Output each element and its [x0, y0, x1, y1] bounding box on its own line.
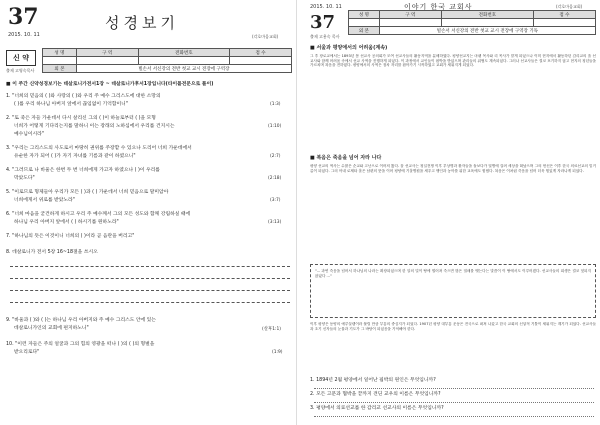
- author-label: 출제 고영숙목사: [6, 68, 35, 73]
- issue-number: 37: [310, 12, 336, 33]
- question-2-cont: 너희가 어떻게 기다리는지를 말하니 이는 장래의 노하심에서 우리를 건지시는: [14, 124, 175, 129]
- question-10: 10. "이런 자들은 주의 얼굴과 그의 힘의 영광을 떠나 ( )의 ( )의 형벌을: [6, 342, 155, 347]
- score-field[interactable]: [533, 19, 595, 27]
- answer-line-4[interactable]: [10, 302, 290, 303]
- answer-line-2[interactable]: [10, 278, 290, 279]
- section-heading-1: ■ 서울과 평양에서의 어려움(계속): [310, 45, 388, 51]
- question-5-cont: 너희에게서 위로를 받았노라": [14, 198, 75, 203]
- issue-date: 2015. 10. 11: [8, 32, 40, 38]
- grid-head-district: 구 역: [76, 49, 138, 57]
- district-field[interactable]: [76, 57, 138, 65]
- subject-label: 외 본: [43, 65, 77, 73]
- church-note: (각호마음교회): [252, 34, 279, 39]
- score-field[interactable]: [230, 57, 292, 65]
- issue-number: 37: [8, 4, 39, 30]
- question-1-ref: (1:3): [270, 102, 281, 107]
- question-7: 7. "하나님의 뜻은 이것이니 너희의 ( )이라 곧 음란을 버리고": [6, 234, 135, 239]
- question-2-ref: (1:10): [268, 124, 282, 129]
- review-answer-line-2[interactable]: [314, 402, 594, 403]
- quiz-intro: ■ 이 주간 신약성경보기는 데살로니가전서1장 ~ 데살로니가후서1장입니다(타이틀전문으로 풀이): [6, 82, 214, 87]
- answer-line-1[interactable]: [10, 266, 290, 267]
- issue-date: 2015. 10. 11: [310, 4, 342, 10]
- review-answer-line-1[interactable]: [314, 388, 594, 389]
- question-1-cont: ( )를 우리 하나님 아버지 앞에서 끊임없이 기억함이니": [14, 102, 128, 107]
- question-3-ref: (2:7): [270, 154, 281, 159]
- question-5-ref: (3:7): [270, 198, 281, 203]
- section-badge: 신 약: [6, 50, 36, 66]
- question-10-ref: (1:9): [272, 350, 283, 355]
- question-3-cont: 유순한 자가 되어 ( )가 자기 자녀를 기름과 같이 하였으니": [14, 154, 136, 159]
- question-6-cont: 하나님 우리 아버지 앞에서 ( ) 하시기를 원하노라": [14, 220, 119, 225]
- quote-box: [310, 264, 596, 318]
- author-label: 출제 고용숙 목사: [310, 34, 340, 39]
- grid-head-phone: 전화번호: [138, 49, 230, 57]
- question-9-ref: (살후1:1): [262, 327, 281, 332]
- grid-head-score: 점 수: [230, 49, 292, 57]
- grid-head-score: 점 수: [533, 11, 595, 19]
- question-9-cont: 데살로니가인의 교회에 편지하노니": [14, 326, 89, 331]
- question-6-ref: (3:13): [268, 220, 282, 225]
- district-field[interactable]: [379, 19, 441, 27]
- page-title: 이야기 한국 교회사: [404, 3, 473, 11]
- question-4-cont: 막았도다": [14, 176, 35, 181]
- name-field[interactable]: [349, 19, 380, 27]
- page-title: 성경보기: [105, 14, 179, 32]
- review-question-3: 3. 평양에서 의료선교를 한 감리교 선교사의 이름은 무엇입니까?: [310, 406, 444, 411]
- question-4: 4. "그러므로 나 바울은 한번 두 번 너희에게 가고자 하였으나 ( )이 우리를: [6, 168, 160, 173]
- question-8: 8. 데살로니가 전서 5장 16~18절을 쓰시오: [6, 250, 98, 255]
- grid-head-name: 성 명: [43, 49, 77, 57]
- article-paragraph-2: 평양 선교의 역사는 수많은 순교와 고난으로 이어져 왔다. 홀 선교사는 청일전쟁 이후 부상병과 환자들을 돌보다가 열병에 걸려 세상을 떠났으며 그의 헌신은 이후 한국 의료선교의 밑거름이 되었다. 그의 아내 로제타 홀은 남편의 뜻을 이어 평양에 기홀병원을 세우고 맹인과 농아를 위한 교육에도 힘썼다. 복음은 이처럼 죽음을 넘어 더욱 힘있게 자라나게 되었다.: [310, 164, 596, 173]
- church-history-page: [304, 0, 600, 425]
- bible-quiz-page: [0, 0, 297, 425]
- article-paragraph-3: 이후 평양은 동양의 예루살렘이라 불릴 만큼 부흥의 중심지가 되었다. 1907년 평양 대부흥 운동은 전국으로 퍼져 나갔고 한국 교회의 신앙적 기틀이 세워지는 계기가 되었다. 선교사들과 초기 신자들의 눈물과 기도가 그 바탕이 되었음을 기억해야 한다.: [310, 322, 596, 331]
- info-grid: [348, 10, 596, 35]
- church-note: (각호마음교회): [556, 4, 583, 9]
- review-answer-line-3[interactable]: [314, 416, 594, 417]
- question-10-cont: 받으리로다": [14, 350, 40, 355]
- phone-field[interactable]: [138, 57, 230, 65]
- question-6: 6. "너희 마음을 굳건하게 하시고 우리 주 예수께서 그의 모든 성도와 함께 강림하실 때에: [6, 212, 191, 217]
- section-heading-2: ■ 복음은 죽음을 넘어 자라 나다: [310, 155, 382, 161]
- subject-value: 빌손서 서신강의 전반 첫교 교시 전장에 구역장: [76, 65, 291, 73]
- subject-value: 빌손서 서신강의 전반 첫교 교시 전장에 구역장 기독: [379, 27, 595, 35]
- answer-line-3[interactable]: [10, 290, 290, 291]
- article-paragraph-1: 그 후 장로교에서는 1893년 봄 선교사 공의회가 모여 선교사들의 활동지역을 분배하였다. 평양선교지는 마펫 목사와 리 목사가 맡게 되었으나 이미 현지에서 활동하던 감리교의 홀 선교사와 함께 어려움 속에서 선교 사역을 진행하게 되었다. 이 과정에서 교인들이 핍박을 받았으며 관리들의 위협도 계속되었다. 그러나 선교사들은 결코 포기하지 않고 현지의 청년들을 가르치며 복음을 전하였다. 평양에서의 사역은 점차 자리를 잡아가기 시작하였고 교회가 세워지게 되었다.: [310, 54, 596, 68]
- grid-head-phone: 전화번호: [441, 11, 533, 19]
- grid-head-district: 구 역: [379, 11, 441, 19]
- info-grid: [42, 48, 292, 73]
- quote-text: "... 과연 죽음을 넘어서 하나님의 나라는 확장되었으며 한 알의 밀이 땅에 떨어져 죽으면 많은 열매를 맺는다는 말씀이 이 땅에서도 이루어졌다. 선교사들의 희생은 결코 헛되지 않았다 ...": [315, 269, 591, 278]
- review-question-1: 1. 1894년 2월 평양에서 일어난 핍박의 원인은 무엇입니까?: [310, 378, 436, 383]
- question-1: 1. "너희의 믿음의 ( )와 사랑의 ( )와 우리 주 예수 그리스도에 대한 소망의: [6, 94, 161, 99]
- question-2-cont2: 예수님이시라": [14, 132, 45, 137]
- name-field[interactable]: [43, 57, 77, 65]
- review-question-2: 2. 모든 고문과 협박을 끝까지 견딘 교우의 이름은 무엇입니까?: [310, 392, 441, 397]
- question-5: 5. "이로므로 형제들아 우리가 모든 ( )과 ( ) 가운데서 너희 믿음으로 말미암아: [6, 190, 169, 195]
- question-9: 9. "바울과 ( )와 ( )는 하나님 우리 아버지와 주 예수 그리스도 안에 있는: [6, 318, 156, 323]
- question-3: 3. "우리는 그리스도의 사도로서 마땅히 권위를 주장할 수 있으나 도리어 너희 가운데에서: [6, 146, 192, 151]
- question-2: 2. "또 죽은 자들 가운데서 다시 살리신 그의 ( )이 하늘로부터 ( )을 모형: [6, 116, 156, 121]
- subject-label: 외 본: [349, 27, 380, 35]
- phone-field[interactable]: [441, 19, 533, 27]
- grid-head-name: 성 명: [349, 11, 380, 19]
- question-4-ref: (2:18): [268, 176, 282, 181]
